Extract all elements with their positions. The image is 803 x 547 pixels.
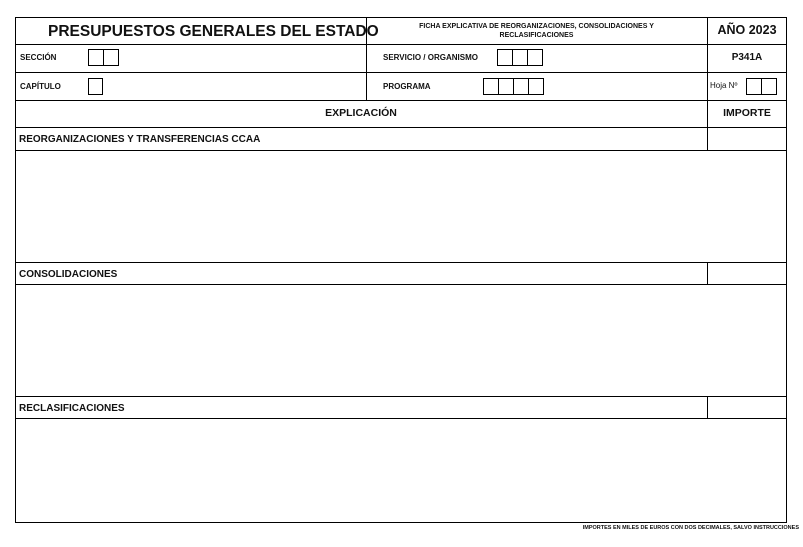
ficha-title-line2: RECLASIFICACIONES xyxy=(499,32,574,39)
section-title-reclasificaciones: RECLASIFICACIONES xyxy=(19,403,125,414)
seccion-input[interactable] xyxy=(88,49,118,66)
servicio-label: SERVICIO / ORGANISMO xyxy=(383,53,478,62)
form-code: P341A xyxy=(731,52,763,63)
capitulo-input[interactable] xyxy=(88,78,103,95)
row-divider xyxy=(15,418,787,419)
row-divider xyxy=(15,127,787,128)
page-title: PRESUPUESTOS GENERALES DEL ESTADO xyxy=(48,23,379,40)
capitulo-label: CAPÍTULO xyxy=(20,82,61,91)
section-title-consolidaciones: CONSOLIDACIONES xyxy=(19,269,118,280)
year-label: AÑO 2023 xyxy=(717,23,777,37)
col-divider xyxy=(707,396,708,418)
ficha-title-line1: FICHA EXPLICATIVA DE REORGANIZACIONES, CONSOLIDACIONES Y xyxy=(419,23,654,30)
col-divider xyxy=(707,262,708,284)
row-divider xyxy=(15,284,787,285)
row-divider xyxy=(15,72,787,73)
section-title-reorganizaciones: REORGANIZACIONES Y TRANSFERENCIAS CCAA xyxy=(19,134,261,145)
row-divider xyxy=(15,44,787,45)
row-divider xyxy=(15,396,787,397)
seccion-label: SECCIÓN xyxy=(20,53,57,62)
importe-header: IMPORTE xyxy=(723,107,771,119)
footnote: IMPORTES EN MILES DE EUROS CON DOS DECIMALES, SALVO INSTRUCCIONES xyxy=(582,525,799,531)
form-frame xyxy=(15,17,787,523)
row-divider xyxy=(15,150,787,151)
programa-input[interactable] xyxy=(483,78,543,95)
row-divider xyxy=(15,100,787,101)
hoja-label: Hoja Nº xyxy=(710,81,738,90)
explicacion-header: EXPLICACIÓN xyxy=(325,107,397,119)
servicio-input[interactable] xyxy=(497,49,542,66)
row-divider xyxy=(15,262,787,263)
programa-label: PROGRAMA xyxy=(383,82,431,91)
hoja-input[interactable] xyxy=(746,78,776,95)
